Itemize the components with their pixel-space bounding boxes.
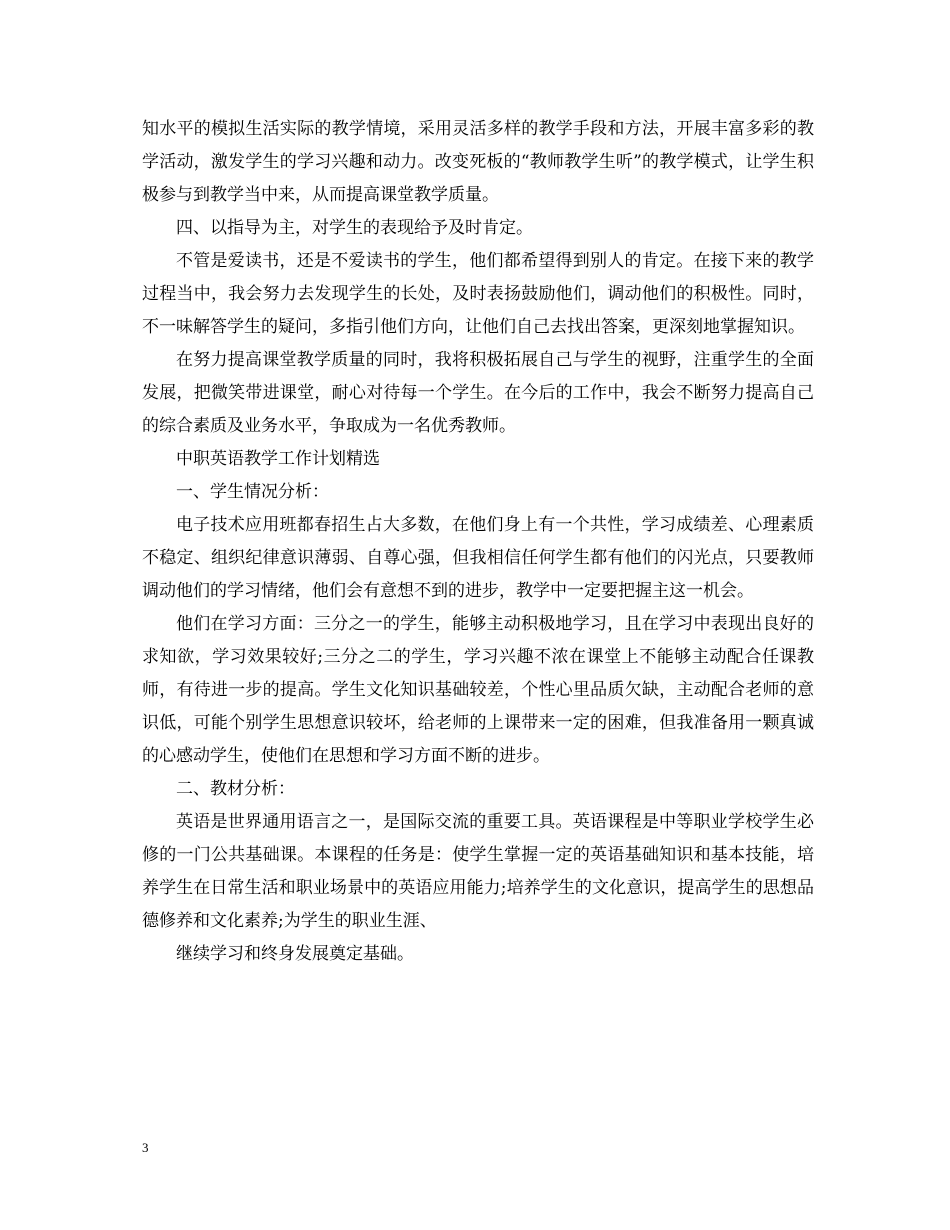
paragraph: 在努力提高课堂教学质量的同时，我将积极拓展自己与学生的视野，注重学生的全面发展，把微笑带进课堂，耐心对待每一个学生。在今后的工作中，我会不断努力提高自己的综合素质及业务水平，争取成为一名优秀教师。	[142, 350, 814, 436]
document-subtitle: 中职英语教学工作计划精选	[176, 449, 380, 469]
section-heading-1: 一、学生情况分析：	[176, 482, 329, 502]
paragraph: 不管是爱读书，还是不爱读书的学生，他们都希望得到别人的肯定。在接下来的教学过程当中，我会努力去发现学生的长处，及时表扬鼓励他们，调动他们的积极性。同时，不一味解答学生的疑问，多指引他们方向，让他们自己去找出答案，更深刻地掌握知识。	[142, 251, 814, 337]
paragraph-continuation: 知水平的模拟生活实际的教学情境，采用灵活多样的教学手段和方法，开展丰富多彩的教学活动，激发学生的学习兴趣和动力。改变死板的“教师教学生听”的教学模式，让学生积极参与到教学当中来，从而提高课堂教学质量。	[142, 119, 814, 205]
paragraph: 继续学习和终身发展奠定基础。	[176, 944, 414, 964]
page-number: 3	[142, 1140, 149, 1155]
section-heading-2: 二、教材分析：	[176, 779, 295, 799]
document-body	[142, 113, 814, 971]
section-heading-4: 四、以指导为主，对学生的表现给予及时肯定。	[176, 218, 533, 238]
paragraph: 电子技术应用班都春招生占大多数，在他们身上有一个共性，学习成绩差、心理素质不稳定、组织纪律意识薄弱、自尊心强，但我相信任何学生都有他们的闪光点，只要教师调动他们的学习情绪，他们会有意想不到的进步，教学中一定要把握主这一机会。	[142, 515, 814, 601]
paragraph: 他们在学习方面：三分之一的学生，能够主动积极地学习，且在学习中表现出良好的求知欲，学习效果较好;三分之二的学生，学习兴趣不浓在课堂上不能够主动配合任课教师，有待进一步的提高。学生文化知识基础较差，个性心里品质欠缺，主动配合老师的意识低，可能个别学生思想意识较坏，给老师的上课带来一定的困难，但我准备用一颗真诚的心感动学生，使他们在思想和学习方面不断的进步。	[142, 614, 814, 766]
paragraph: 英语是世界通用语言之一，是国际交流的重要工具。英语课程是中等职业学校学生必修的一门公共基础课。本课程的任务是：使学生掌握一定的英语基础知识和基本技能，培养学生在日常生活和职业场景中的英语应用能力;培养学生的文化意识，提高学生的思想品德修养和文化素养;为学生的职业生涯、	[142, 812, 814, 931]
